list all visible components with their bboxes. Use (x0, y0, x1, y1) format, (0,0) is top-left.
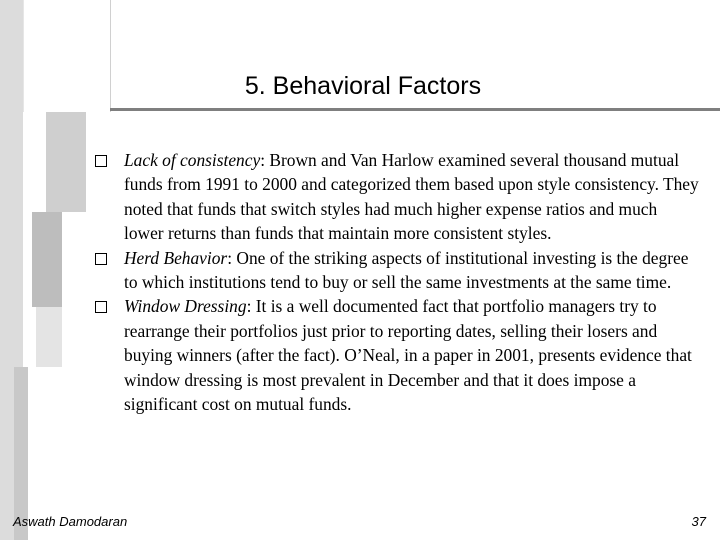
bullet-text: : One of the striking aspects of institutional investing is the degree to which institutions tend to buy or sell the same investments at the same time. (124, 247, 689, 293)
bullet-text: : Brown and Van Harlow examined several thousand mutual funds from 1991 to 2000 and categorized them based upon style consistency. They noted that funds that switch styles had much higher expense ratios and much lower returns than funds that maintain more consistent styles. (124, 150, 699, 244)
bullet-item (95, 148, 700, 246)
slide-title: 5. Behavioral Factors (244, 72, 482, 100)
bullet-list (95, 148, 700, 416)
checkbox-icon (95, 155, 107, 167)
checkbox-icon (95, 253, 107, 265)
checkbox-icon (95, 301, 107, 313)
decorative-block (32, 212, 62, 307)
bullet-item (95, 246, 700, 295)
title-rule (110, 108, 720, 111)
bullet-term: Lack of consistency (124, 150, 261, 170)
bullet-text: : It is a well documented fact that portfolio managers try to rearrange their portfolios just prior to reporting dates, selling their losers and buying winners (after the fact). O’Neal, in a paper in 2001, presents evidence that window dressing is most prevalent in December and that it does impose a significant cost on mutual funds. (124, 296, 692, 415)
decorative-block (36, 307, 62, 367)
page-number: 37 (691, 514, 706, 529)
bullet-term: Herd Behavior (124, 247, 228, 268)
bullet-term: Window Dressing (124, 296, 247, 317)
bullet-item (95, 294, 700, 416)
decorative-panel (23, 0, 111, 112)
footer-author: Aswath Damodaran (13, 514, 128, 529)
decorative-block (46, 112, 86, 212)
